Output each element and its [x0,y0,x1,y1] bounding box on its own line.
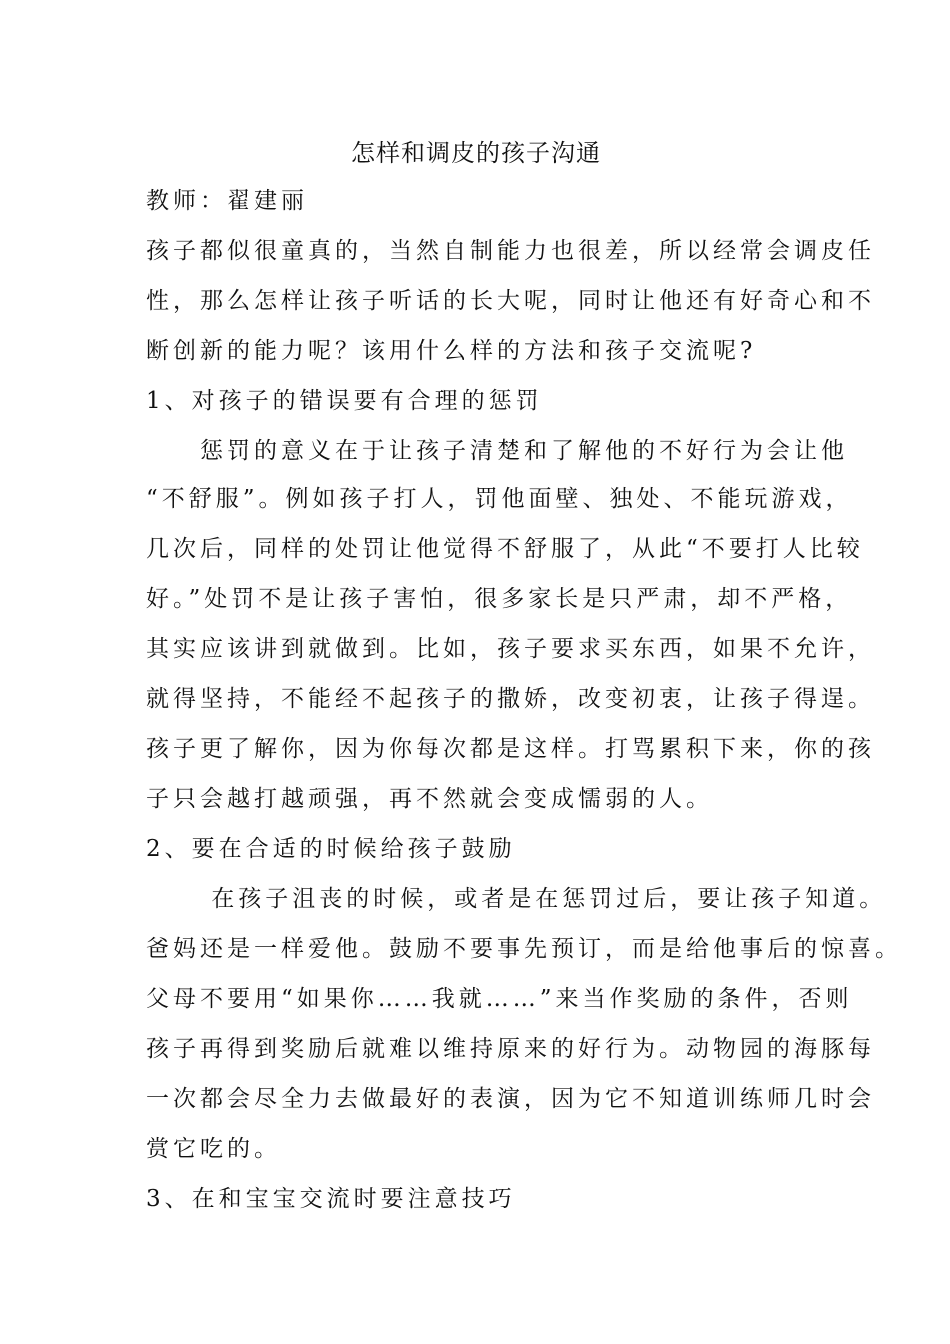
section-2-line: 孩子再得到奖励后就难以维持原来的好行为。动物园的海豚每 [146,1036,875,1062]
section-1-line: 好。”处罚不是让孩子害怕，很多家长是只严肃，却不严格， [146,586,853,612]
section-heading-2: 2、要在合适的时候给孩子鼓励 [146,836,516,862]
section-1-line: 几次后，同样的处罚让他觉得不舒服了，从此“不要打人比较 [146,536,864,562]
document-page [146,0,902,1344]
intro-line: 孩子都似很童真的，当然自制能力也很差，所以经常会调皮任 [146,238,875,264]
section-1-line: 子只会越打越顽强，再不然就会变成懦弱的人。 [146,786,713,812]
section-heading-3: 3、在和宝宝交流时要注意技巧 [146,1186,516,1212]
section-2-line: 在孩子沮丧的时候，或者是在惩罚过后，要让孩子知道。 [146,886,887,912]
section-2-line: 爸妈还是一样爱他。鼓励不要事先预订，而是给他事后的惊喜。 [146,936,902,962]
section-2-line: 父母不要用“如果你……我就……”来当作奖励的条件，否则 [146,986,853,1012]
section-heading-1: 1、对孩子的错误要有合理的惩罚 [146,388,543,414]
section-1-line: 就得坚持，不能经不起孩子的撒娇，改变初衷，让孩子得逞。 [146,686,875,712]
section-1-line: 惩罚的意义在于让孩子清楚和了解他的不好行为会让他 [146,438,848,464]
section-1-line: 其实应该讲到就做到。比如，孩子要求买东西，如果不允许， [146,636,875,662]
intro-line: 断创新的能力呢？该用什么样的方法和孩子交流呢? [146,338,757,364]
section-1-line: 孩子更了解你，因为你每次都是这样。打骂累积下来，你的孩 [146,736,875,762]
intro-line: 性，那么怎样让孩子听话的长大呢，同时让他还有好奇心和不 [146,288,875,314]
section-2-line: 一次都会尽全力去做最好的表演，因为它不知道训练师几时会 [146,1086,875,1112]
author-line: 教师：翟建丽 [146,188,308,214]
section-1-line: “不舒服”。例如孩子打人，罚他面壁、独处、不能玩游戏， [146,486,853,512]
page-title: 怎样和调皮的孩子沟通 [351,139,601,167]
section-2-line: 赏它吃的。 [146,1136,281,1162]
